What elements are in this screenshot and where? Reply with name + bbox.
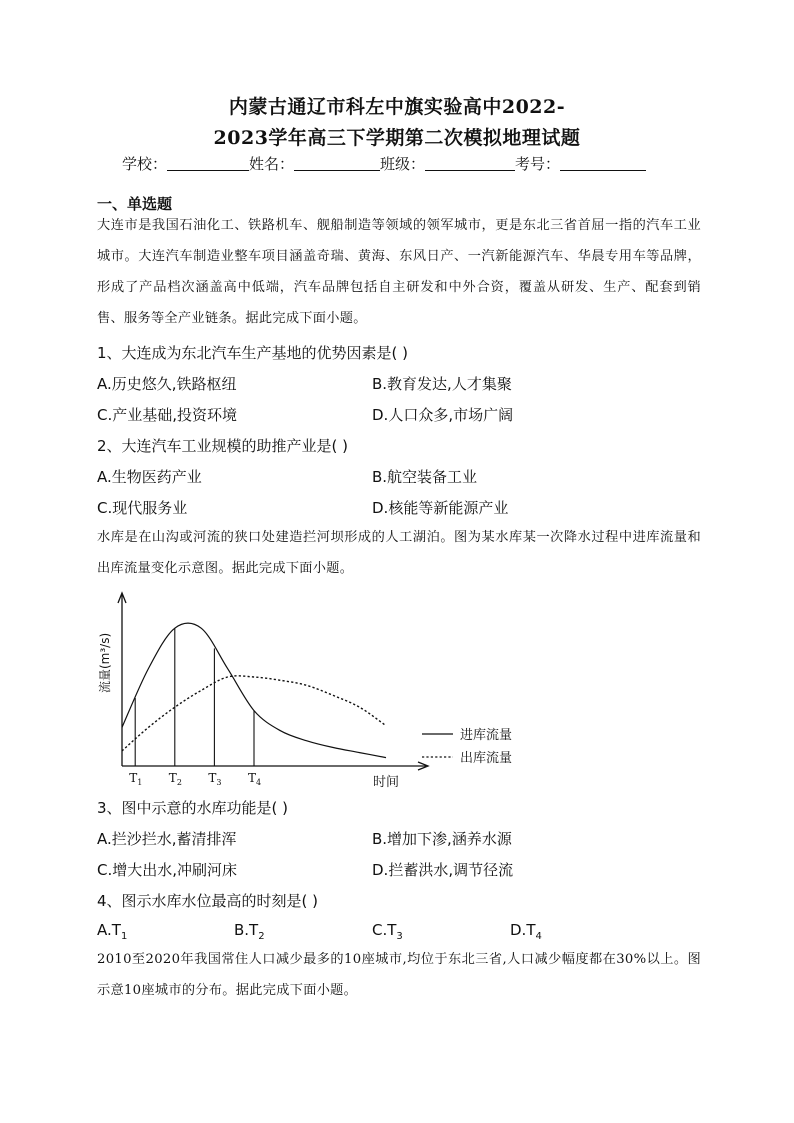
question-1-option-d[interactable]: D.人口众多,市场广阔 bbox=[372, 406, 514, 424]
option-a-sub: 1 bbox=[120, 931, 128, 942]
option-a-text: A.T bbox=[97, 921, 121, 939]
legend-label-inflow: 进库流量 bbox=[460, 728, 513, 743]
option-b-sub: 2 bbox=[258, 931, 265, 942]
marker-sub-t4: 4 bbox=[256, 778, 262, 787]
x-axis-label: 时间 bbox=[373, 775, 400, 790]
option-d-text: D.T bbox=[510, 921, 536, 939]
question-4-option-a[interactable] bbox=[97, 921, 127, 942]
question-1-option-b[interactable]: B.教育发达,人才集聚 bbox=[372, 375, 512, 393]
marker-sub-t2: 2 bbox=[176, 778, 182, 787]
marker-sub-t1: 1 bbox=[137, 778, 143, 787]
name-blank[interactable] bbox=[294, 156, 380, 171]
class-label: 班级： bbox=[380, 155, 426, 173]
question-3-stem: 3、图中示意的水库功能是( ) bbox=[97, 799, 289, 817]
section-title: 一、单选题 bbox=[97, 195, 173, 213]
question-2-stem: 2、大连汽车工业规模的助推产业是( ) bbox=[97, 437, 349, 455]
name-label: 姓名： bbox=[249, 155, 295, 173]
id-label: 考号： bbox=[515, 155, 561, 173]
question-4-option-b[interactable] bbox=[234, 921, 265, 942]
question-4-option-d[interactable] bbox=[510, 921, 542, 942]
question-3-option-d[interactable]: D.拦蓄洪水,调节径流 bbox=[372, 861, 514, 879]
passage-cities: 2010至2020年我国常住人口减少最多的10座城市,均位于东北三省,人口减少幅度都在30%以上。图示意10座城市的分布。据此完成下面小题。 bbox=[97, 952, 701, 998]
y-axis-label: 流量(m³/s) bbox=[98, 632, 112, 693]
option-d-sub: 4 bbox=[535, 931, 542, 942]
question-1-option-a[interactable]: A.历史悠久,铁路枢纽 bbox=[97, 375, 237, 393]
class-blank[interactable] bbox=[425, 156, 515, 171]
question-1-option-c[interactable]: C.产业基础,投资环境 bbox=[97, 406, 238, 424]
option-b-text: B.T bbox=[234, 921, 259, 939]
marker-sub-t3: 3 bbox=[216, 778, 222, 787]
passage-reservoir: 水库是在山沟或河流的狭口处建造拦河坝形成的人工湖泊。图为某水库某一次降水过程中进库流量和出库流量变化示意图。据此完成下面小题。 bbox=[97, 530, 701, 576]
reservoir-flow-chart bbox=[96, 587, 536, 790]
legend-label-outflow: 出库流量 bbox=[460, 751, 513, 766]
passage-dalian: 大连市是我国石油化工、铁路机车、舰船制造等领域的领军城市，更是东北三省首屈一指的汽车工业城市。大连汽车制造业整车项目涵盖奇瑞、黄海、东风日产、一汽新能源汽车、华晨专用车等品牌，形成了产品档次涵盖高中低端，汽车品牌包括自主研发和中外合资，覆盖从研发、生产、配套到销售、服务等全产业链条。据此完成下面小题。 bbox=[97, 218, 701, 326]
exam-title-line2: 2023学年高三下学期第二次模拟地理试题 bbox=[213, 127, 581, 149]
question-2-option-a[interactable]: A.生物医药产业 bbox=[97, 468, 202, 486]
marker-label-t1: $T_1$ bbox=[129, 771, 143, 787]
question-3-option-a[interactable]: A.拦沙拦水,蓄清排浑 bbox=[97, 830, 237, 848]
id-blank[interactable] bbox=[560, 156, 646, 171]
marker-label-t4: $T_4$ bbox=[248, 771, 262, 787]
marker-label-t2: $T_2$ bbox=[168, 771, 182, 787]
school-blank[interactable] bbox=[167, 156, 249, 171]
question-2-option-c[interactable]: C.现代服务业 bbox=[97, 499, 188, 517]
school-label: 学校： bbox=[122, 155, 168, 173]
question-1-stem: 1、大连成为东北汽车生产基地的优势因素是( ) bbox=[97, 344, 409, 362]
question-2-option-d[interactable]: D.核能等新能源产业 bbox=[372, 499, 509, 517]
question-4-option-c[interactable] bbox=[372, 921, 403, 942]
option-c-sub: 3 bbox=[396, 931, 403, 942]
question-2-option-b[interactable]: B.航空装备工业 bbox=[372, 468, 478, 486]
exam-title-line1: 内蒙古通辽市科左中旗实验高中2022- bbox=[228, 96, 566, 118]
marker-label-t3: $T_3$ bbox=[208, 771, 222, 787]
option-c-text: C.T bbox=[372, 921, 397, 939]
question-3-option-c[interactable]: C.增大出水,冲刷河床 bbox=[97, 861, 238, 879]
student-info-row bbox=[122, 153, 682, 174]
question-4-stem: 4、图示水库水位最高的时刻是( ) bbox=[97, 892, 319, 910]
question-3-option-b[interactable]: B.增加下渗,涵养水源 bbox=[372, 830, 512, 848]
